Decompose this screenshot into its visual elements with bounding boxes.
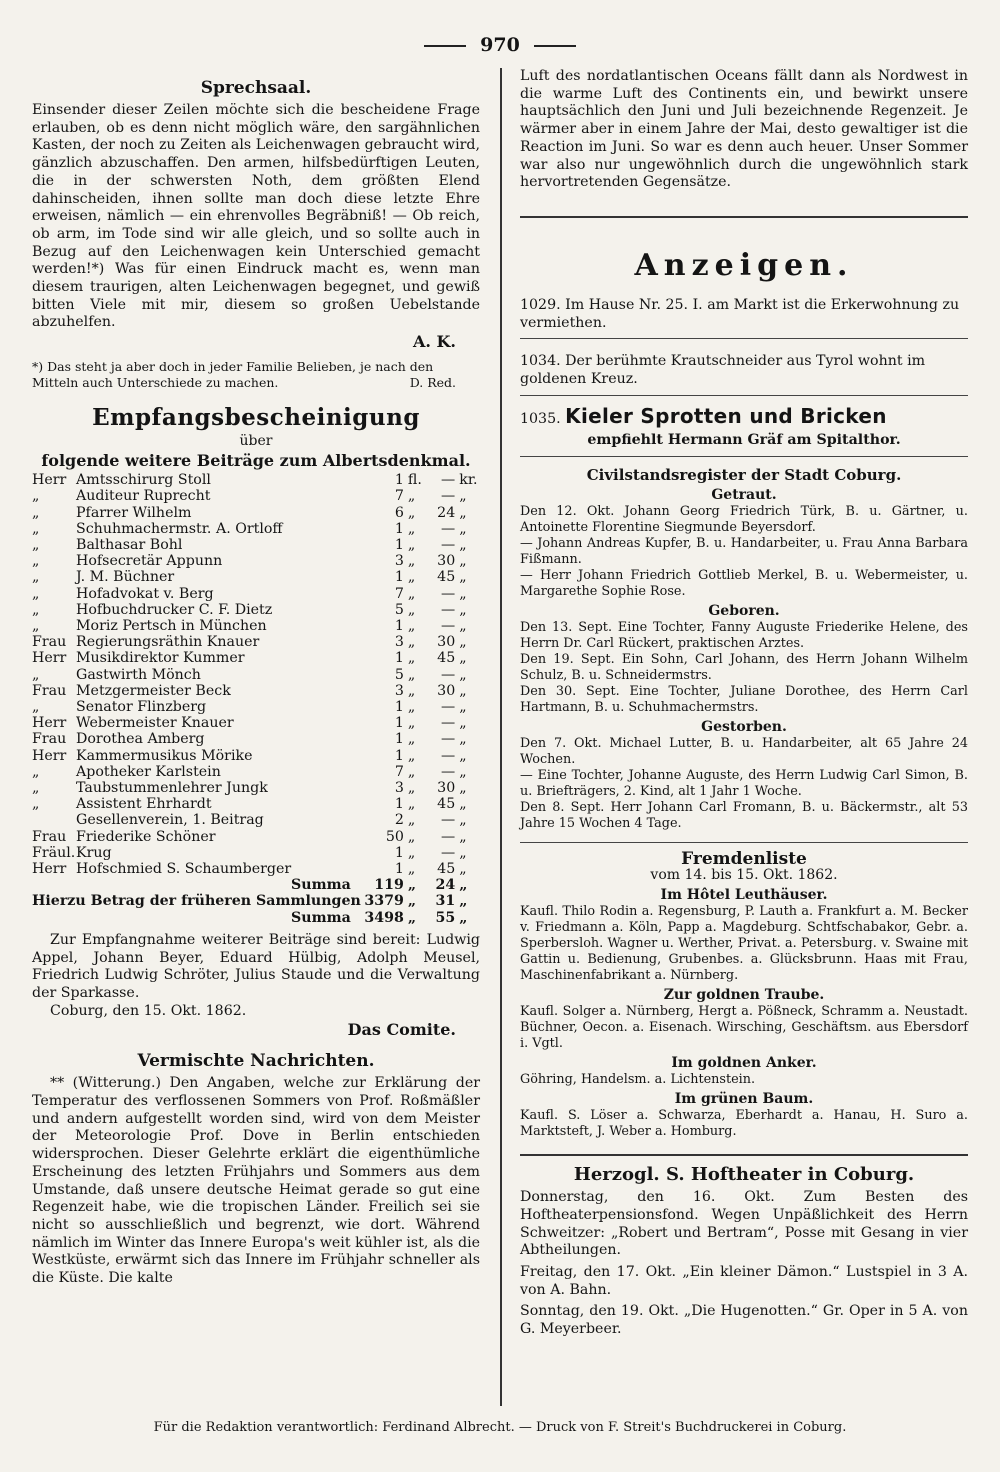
donation-florin: 1 (394, 650, 404, 667)
donation-row (32, 764, 480, 780)
donation-florin: 1 (394, 747, 404, 764)
florin-unit: „ (407, 861, 416, 878)
ad-rule (520, 456, 968, 457)
donor-name: Assistent Ehrhardt (76, 796, 212, 813)
theater-heading: Herzogl. S. Hoftheater in Coburg. (573, 1164, 915, 1186)
birth-entry: Den 19. Sept. Ein Sohn, Carl Johann, des Herrn Johann Wilhelm Schulz, B. u. Schneidermstrs. (520, 652, 968, 684)
kreuzer-unit: „ (459, 536, 467, 553)
kreuzer-unit: „ (459, 601, 467, 618)
donation-row (32, 812, 480, 828)
kreuzer-unit: „ (459, 828, 467, 845)
donor-name: Kammermusikus Mörike (76, 747, 253, 764)
donor-title: „ (32, 617, 40, 634)
donor-title (32, 812, 76, 828)
donation-row (32, 780, 480, 796)
misc-heading: Vermischte Nachrichten. (137, 1051, 375, 1072)
donor-title: Frau (32, 731, 67, 748)
donation-row (32, 796, 480, 812)
donor-title: „ (32, 796, 40, 813)
summa-row: Summa 119 „ 24 „ (291, 877, 468, 894)
kreuzer-unit: „ (459, 569, 467, 586)
weather-article: ** (Witterung.) Den Angaben, welche zur Erklärung der Temperatur des verflossenen Sommers von Prof. Roßmäßler und andern aufgestellt worden sind, wird von dem Meister der Meteorologie Prof. Dove in Berlin entschieden widersprochen. Dieser Gelehrte erklärt die eigenthümliche Erscheinung des letzten Frühjahrs und Sommers aus dem Umstande, daß unsere deutsche Heimat gerade so gut eine Regenzeit habe, wie die tropischen Länder. Freilich sei sie nicht so ausschließlich und begrenzt, wie dort. Während nämlich im Winter das Innere Europa's weit kühler ist, als die Westküste, erwärmt sich das Innere im Frühjahr schneller als die Küste. Die kalte (32, 1075, 480, 1287)
donor-title: Herr (32, 650, 67, 667)
kreuzer-unit: „ (459, 731, 467, 748)
donor-name: Hofschmied S. Schaumberger (76, 861, 292, 878)
theater-friday: Freitag, den 17. Okt. „Ein kleiner Dämon.“ Lustspiel in 3 A. von A. Bahn. (520, 1263, 968, 1298)
donor-title: „ (32, 780, 40, 796)
donation-kreuzer: — (441, 763, 456, 780)
donor-title: Fräul. (32, 844, 76, 861)
birth-entry: Den 13. Sept. Eine Tochter, Fanny Auguste Friederike Helene, des Herrn Dr. Carl Rückert, praktischen Arztes. (520, 620, 968, 652)
donation-florin: 7 (394, 763, 404, 780)
donation-florin: 6 (394, 504, 404, 521)
donation-florin: 1 (394, 520, 404, 537)
donation-florin: 1 (394, 472, 404, 489)
donation-kreuzer: 24 (437, 504, 456, 521)
donation-kreuzer: — (441, 666, 456, 683)
hotel-baum: Im grünen Baum. (674, 1091, 814, 1108)
donation-florin: 3 (394, 682, 404, 699)
florin-unit: „ (407, 731, 416, 748)
florin-unit: „ (407, 763, 416, 780)
donor-name: Pfarrer Wilhelm (76, 504, 192, 521)
kreuzer-unit: „ (459, 698, 467, 715)
sprechsaal-heading: Sprechsaal. (200, 78, 312, 98)
donation-row (32, 618, 480, 634)
donation-row (32, 667, 480, 683)
donation-florin: 1 (394, 731, 404, 748)
hotel-traube-guests: Kaufl. Solger a. Nürnberg, Hergt a. Pößneck, Schramm a. Neustadt. Büchner, Oecon. a. Eisenach. Wirsching, Geschäftsm. aus Ebersdorf i. Vgtl. (520, 1004, 968, 1052)
kreuzer-unit: „ (459, 780, 467, 796)
kreuzer-unit: kr. (459, 472, 478, 489)
section-rule (520, 1154, 968, 1156)
donor-name: Schuhmachermstr. A. Ortloff (76, 520, 283, 537)
marriage-entry: — Herr Johann Friedrich Gottlieb Merkel, B. u. Webermeister, u. Margarethe Sophie Rose. (520, 568, 968, 600)
theater-sunday: Sonntag, den 19. Okt. „Die Hugenotten.“ Gr. Oper in 5 A. von G. Meyerbeer. (520, 1303, 968, 1338)
donation-kreuzer: 45 (437, 569, 456, 586)
donation-row (32, 537, 480, 553)
florin-unit: „ (407, 812, 416, 829)
kreuzer-unit: „ (459, 504, 467, 521)
florin-unit: „ (407, 553, 416, 570)
donation-kreuzer: 45 (437, 861, 456, 878)
donor-name: Hofbuchdrucker C. F. Dietz (76, 601, 273, 618)
florin-unit: „ (407, 488, 416, 505)
ad-1034: 1034. Der berühmte Krautschneider aus Tyrol wohnt im goldenen Kreuz. (520, 353, 926, 388)
civil-heading: Civilstandsregister der Stadt Coburg. (586, 466, 902, 485)
hotel-baum-guests: Kaufl. S. Löser a. Schwarza, Eberhardt a. Hanau, H. Suro a. Marktsteft, J. Weber a. Homburg. (520, 1108, 968, 1140)
florin-unit: „ (407, 617, 416, 634)
receipt-heading: Empfangsbescheinigung (92, 404, 420, 432)
donor-name: Amtsschirurg Stoll (76, 472, 211, 489)
fremdenliste-date: vom 14. bis 15. Okt. 1862. (650, 867, 838, 884)
donation-kreuzer: — (441, 812, 456, 829)
donation-kreuzer: 30 (437, 780, 456, 796)
florin-unit: „ (407, 828, 416, 845)
kreuzer-unit: „ (459, 553, 467, 570)
donor-name: Musikdirektor Kummer (76, 650, 245, 667)
florin-unit: „ (407, 504, 416, 521)
kreuzer-unit: „ (459, 715, 467, 732)
grand-total-row: Summa 3498 „ 55 „ (291, 909, 468, 926)
donation-kreuzer: — (441, 844, 456, 861)
hotel-anker: Im goldnen Anker. (671, 1055, 817, 1072)
donation-row (32, 602, 480, 618)
florin-unit: „ (407, 569, 416, 586)
kreuzer-unit: „ (459, 763, 467, 780)
donation-row (32, 748, 480, 764)
donation-florin: 50 (385, 828, 404, 845)
page-number: 970 (0, 34, 1000, 56)
donor-name: Friederike Schöner (76, 828, 216, 845)
donor-title: „ (32, 488, 40, 505)
donor-title: „ (32, 569, 40, 586)
kreuzer-unit: „ (459, 488, 467, 505)
gestorben-list (520, 736, 968, 832)
ad-rule (520, 395, 968, 396)
donation-florin: 3 (394, 634, 404, 651)
donation-kreuzer: — (441, 747, 456, 764)
donation-row (32, 715, 480, 731)
fremdenliste (520, 851, 968, 1140)
kreuzer-unit: „ (459, 796, 467, 813)
donation-florin: 1 (394, 796, 404, 813)
getraut-list (520, 504, 968, 600)
donation-kreuzer: — (441, 488, 456, 505)
donation-row (32, 845, 480, 861)
florin-unit: „ (407, 698, 416, 715)
donations-table (32, 472, 480, 926)
donor-title: Frau (32, 828, 67, 845)
anzeigen-heading: Anzeigen. (634, 247, 854, 283)
donor-name: Taubstummenlehrer Jungk (76, 780, 268, 796)
kreuzer-unit: „ (459, 682, 467, 699)
ad-1029: 1029. Im Hause Nr. 25. I. am Markt ist die Erkerwohnung zu vermiethen. (520, 296, 960, 331)
donation-kreuzer: 45 (437, 796, 456, 813)
marriage-entry: — Johann Andreas Kupfer, B. u. Handarbeiter, u. Frau Anna Barbara Fißmann. (520, 536, 968, 568)
kreuzer-unit: „ (459, 812, 467, 829)
sprechsaal-signature: A. K. (412, 332, 456, 352)
donation-florin: 1 (394, 844, 404, 861)
theater-thursday: Donnerstag, den 16. Okt. Zum Besten des Hoftheaterpensionsfond. Wegen Unpäßlichkeit des Herrn Schweitzer: „Robert und Bertram“, Posse mit Gesang in vier Abtheilungen. (520, 1189, 968, 1259)
kreuzer-unit: „ (459, 634, 467, 651)
donor-title: „ (32, 553, 40, 570)
donation-row (32, 586, 480, 602)
donation-florin: 1 (394, 536, 404, 553)
donation-row (32, 650, 480, 666)
marriage-entry: Den 12. Okt. Johann Georg Friedrich Türk, B. u. Gärtner, u. Antoinette Florentine Siegmunde Beyersdorf. (520, 504, 968, 536)
florin-unit: „ (407, 796, 416, 813)
donation-kreuzer: — (441, 601, 456, 618)
hotel-traube: Zur goldnen Traube. (663, 987, 825, 1004)
donor-title: „ (32, 504, 40, 521)
florin-unit: „ (407, 650, 416, 667)
donation-florin: 5 (394, 666, 404, 683)
donor-name: Webermeister Knauer (76, 715, 234, 732)
donor-name: Dorothea Amberg (76, 731, 205, 748)
death-entry: — Eine Tochter, Johanne Auguste, des Herrn Ludwig Carl Simon, B. u. Briefträgers, 2. Kind, alt 1 Jahr 1 Woche. (520, 768, 968, 800)
donation-florin: 7 (394, 585, 404, 602)
donor-name: J. M. Büchner (76, 569, 175, 586)
donation-florin: 3 (394, 780, 404, 796)
donation-row (32, 699, 480, 715)
donation-row (32, 472, 480, 488)
donor-title: Herr (32, 472, 67, 489)
florin-unit: „ (407, 536, 416, 553)
florin-unit: „ (407, 682, 416, 699)
donation-kreuzer: — (441, 585, 456, 602)
date-line: Coburg, den 15. Okt. 1862. (50, 1002, 247, 1019)
florin-unit: „ (407, 666, 416, 683)
donation-kreuzer: — (441, 698, 456, 715)
florin-unit: „ (407, 634, 416, 651)
right-column (520, 68, 968, 1339)
donor-title: Frau (32, 634, 67, 651)
section-rule (520, 842, 968, 843)
left-column (32, 68, 480, 1288)
editor-footnote: *) Das steht ja aber doch in jeder Familie Belieben, je nach den Mitteln auch Unterschiede zu machen. D. Red. (32, 359, 456, 390)
florin-unit: „ (407, 601, 416, 618)
donor-title: Herr (32, 715, 67, 732)
donor-title: Frau (32, 682, 67, 699)
previous-total-row: Hierzu Betrag der früheren Sammlungen 3379 „ 31 „ (32, 893, 468, 910)
donation-kreuzer: — (441, 617, 456, 634)
donor-title: Herr (32, 747, 67, 764)
donor-title: „ (32, 585, 40, 602)
donor-name: Gastwirth Mönch (76, 666, 201, 683)
civil-register (520, 467, 968, 832)
donation-florin: 1 (394, 861, 404, 878)
donor-name: Krug (76, 844, 112, 861)
donor-name: Hofadvokat v. Berg (76, 585, 214, 602)
donation-row (32, 683, 480, 699)
florin-unit: fl. (407, 472, 422, 489)
comite-signature: Das Comite. (347, 1020, 456, 1040)
kreuzer-unit: „ (459, 520, 467, 537)
ad-1035: 1035. Kieler Sprotten und Bricken (520, 403, 887, 428)
florin-unit: „ (407, 520, 416, 537)
donation-kreuzer: — (441, 828, 456, 845)
kreuzer-unit: „ (459, 844, 467, 861)
donation-florin: 1 (394, 698, 404, 715)
donation-kreuzer: 45 (437, 650, 456, 667)
hotel-leuthaeuser: Im Hôtel Leuthäuser. (660, 887, 828, 904)
donor-name: Auditeur Ruprecht (76, 488, 211, 505)
donor-title: „ (32, 536, 40, 553)
donor-name: Regierungsräthin Knauer (76, 634, 260, 651)
donation-kreuzer: — (441, 472, 456, 489)
kreuzer-unit: „ (459, 650, 467, 667)
kreuzer-unit: „ (459, 666, 467, 683)
donation-kreuzer: — (441, 715, 456, 732)
donation-kreuzer: — (441, 536, 456, 553)
donation-florin: 5 (394, 601, 404, 618)
hotel-anker-guests: Göhring, Handelsm. a. Lichtenstein. (520, 1072, 756, 1088)
donation-row (32, 553, 480, 569)
collection-note: Zur Empfangnahme weiterer Beiträge sind bereit: Ludwig Appel, Johann Beyer, Eduard Hülbig, Adolph Meusel, Friedrich Ludwig Schröter, Julius Staude und die Verwaltung der Sparkasse. (32, 931, 480, 1001)
donation-row (32, 569, 480, 585)
donation-florin: 2 (394, 812, 404, 829)
donation-kreuzer: — (441, 520, 456, 537)
receipt-subtitle: folgende weitere Beiträge zum Albertsdenkmal. (41, 451, 471, 471)
ad-rule (520, 338, 968, 339)
column-divider (500, 68, 502, 1406)
donor-name: Hofsecretär Appunn (76, 553, 223, 570)
florin-unit: „ (407, 844, 416, 861)
donation-florin: 1 (394, 715, 404, 732)
florin-unit: „ (407, 585, 416, 602)
donor-name: Moriz Pertsch in München (76, 617, 267, 634)
donor-name: Metzgermeister Beck (76, 682, 231, 699)
donation-kreuzer: 30 (437, 634, 456, 651)
donor-title: „ (32, 601, 40, 618)
weather-continuation: Luft des nordatlantischen Oceans fällt dann als Nordwest in die warme Luft des Continents ein, und bewirkt unsere hauptsächlich den Juni und Juli bezeichnende Regenzeit. Je wärmer aber in einem Jahre der Mai, desto gewaltiger ist die Reaction im Juni. So war es denn auch heuer. Unser Sommer war also nur ungewöhnlich durch die ungewöhnlich stark hervortretenden Gegensätze. (520, 68, 968, 191)
donation-row (32, 505, 480, 521)
death-entry: Den 7. Okt. Michael Lutter, B. u. Handarbeiter, alt 65 Jahre 24 Wochen. (520, 736, 968, 768)
donation-florin: 1 (394, 617, 404, 634)
imprint-footer: Für die Redaktion verantwortlich: Ferdinand Albrecht. — Druck von F. Streit's Buchdruckerei in Coburg. (153, 1420, 847, 1435)
donation-row (32, 521, 480, 537)
birth-entry: Den 30. Sept. Eine Tochter, Juliane Dorothee, des Herrn Carl Hartmann, B. u. Schuhmachermstrs. (520, 684, 968, 716)
gestorben-heading: Gestorben. (701, 719, 787, 736)
sprechsaal-text: Einsender dieser Zeilen möchte sich die bescheidene Frage erlauben, ob es denn nicht möglich wäre, den sargähnlichen Kasten, der noch zu Zeiten als Leichenwagen gebraucht wird, gänzlich abzuschaffen. Den armen, hilfsbedürftigen Leuten, die in der schwersten Noth, dem größten Elend dahinscheiden, ihnen sollte man doch diese letzte Ehre erweisen, nämlich — ein ehrenvolles Begräbniß! — Ob reich, ob arm, im Tode sind wir alle gleich, und so sollte auch in Bezug auf den Leichenwagen kein Unterschied gemacht werden!*) Was für einen Eindruck macht es, wenn man diesem traurigen, alten Leichenwagen begegnet, und gewiß bitten Viele mit mir, diesem so großen Uebelstande abzuhelfen. (32, 102, 480, 331)
kreuzer-unit: „ (459, 747, 467, 764)
donation-kreuzer: — (441, 731, 456, 748)
donor-name: Balthasar Bohl (76, 536, 183, 553)
donor-title: „ (32, 763, 40, 780)
florin-unit: „ (407, 780, 416, 796)
donation-row (32, 731, 480, 747)
donation-row (32, 861, 480, 877)
donor-title: „ (32, 698, 40, 715)
florin-unit: „ (407, 747, 416, 764)
getraut-heading: Getraut. (711, 487, 777, 504)
donor-name: Senator Flinzberg (76, 698, 207, 715)
kreuzer-unit: „ (459, 861, 467, 878)
receipt-over: über (239, 433, 273, 450)
donation-kreuzer: 30 (437, 553, 456, 570)
donation-kreuzer: 30 (437, 682, 456, 699)
donor-title: „ (32, 520, 40, 537)
donation-row (32, 634, 480, 650)
donation-row (32, 829, 480, 845)
donation-florin: 3 (394, 553, 404, 570)
donor-name: Gesellenverein, 1. Beitrag (76, 812, 264, 829)
geboren-list (520, 620, 968, 716)
kreuzer-unit: „ (459, 617, 467, 634)
florin-unit: „ (407, 715, 416, 732)
section-rule (520, 216, 968, 218)
geboren-heading: Geboren. (708, 603, 780, 620)
hotel-leuthaeuser-guests: Kaufl. Thilo Rodin a. Regensburg, P. Lauth a. Frankfurt a. M. Becker v. Friedmann a. Köln, Papp a. Magdeburg. Schtfschabakor, Gebr. a. Sperbersloh. Wagner u. Werther, Privat. a. Petersburg. v. Swaine mit Gattin u. Bedienung, Grubenbes. a. Glücksbrunn. Haas mit Frau, Maschinenfabrikant a. Nürnberg. (520, 904, 968, 984)
donation-florin: 7 (394, 488, 404, 505)
donor-title: „ (32, 666, 40, 683)
ad-1035-sub: empfiehlt Hermann Gräf am Spitalthor. (587, 432, 901, 449)
donor-title: Herr (32, 861, 67, 878)
fremdenliste-heading: Fremdenliste (681, 849, 807, 870)
donation-florin: 1 (394, 569, 404, 586)
donor-name: Apotheker Karlstein (76, 763, 221, 780)
death-entry: Den 8. Sept. Herr Johann Carl Fromann, B. u. Bäckermstr., alt 53 Jahre 15 Wochen 4 Tage. (520, 800, 968, 832)
kreuzer-unit: „ (459, 585, 467, 602)
donation-row (32, 488, 480, 504)
